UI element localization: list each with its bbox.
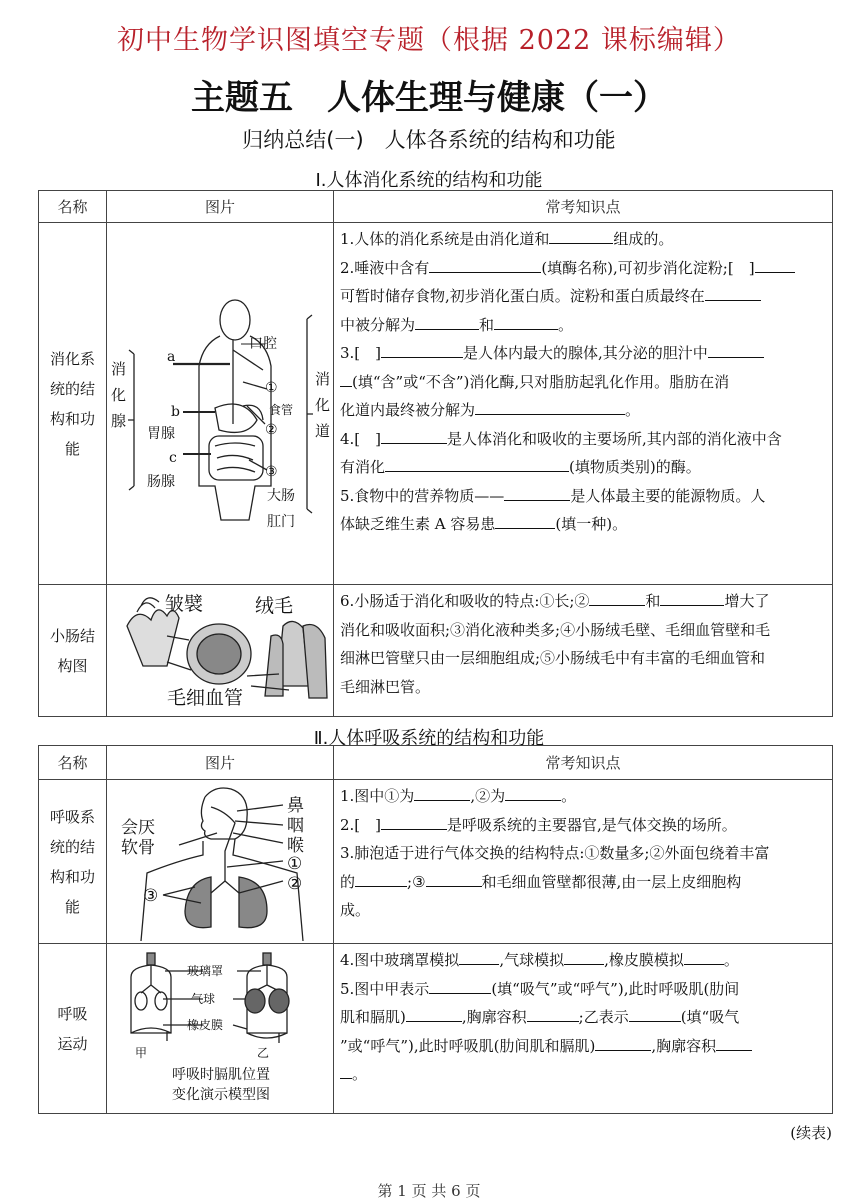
- respiratory-figure: [107, 780, 334, 944]
- label-epiglottis-1: 会厌: [121, 817, 155, 838]
- point-3-text: 3.[ ]: [340, 344, 382, 362]
- label-n3: ③: [265, 463, 278, 480]
- blank[interactable]: [564, 948, 604, 965]
- respiratory-table: [38, 745, 833, 1114]
- point-6-text-f: 毛细淋巴管。: [340, 677, 431, 696]
- blank[interactable]: [495, 512, 555, 529]
- blank[interactable]: [660, 589, 724, 606]
- blank[interactable]: [385, 455, 569, 472]
- label-jia: 甲: [135, 1045, 148, 1060]
- blank[interactable]: [475, 398, 625, 415]
- blank[interactable]: [355, 870, 407, 887]
- brace-char-1: 消: [111, 359, 127, 378]
- point-6-text-c: 增大了: [724, 592, 770, 610]
- label-a: a: [167, 348, 176, 365]
- point-6-text: 6.小肠适于消化和吸收的特点:①长;②: [340, 592, 590, 610]
- point-4: [340, 425, 826, 482]
- label-pharynx: 咽: [287, 815, 304, 836]
- blank[interactable]: [589, 589, 645, 606]
- resp-point-2-text: 2.[ ]: [340, 815, 382, 834]
- brace-char-6: 道: [315, 421, 331, 440]
- resp-point-3-text-d: 和毛细血管壁都很薄,由一层上皮细胞构: [481, 872, 742, 891]
- label-c: c: [169, 449, 177, 466]
- point-3-text-e: 。: [625, 401, 641, 419]
- resp-point-1-text-c: 。: [561, 787, 577, 805]
- blank[interactable]: [527, 1005, 579, 1022]
- row-name-breathing: 呼吸运动: [39, 944, 107, 1114]
- point-5-text-c: 体缺乏维生素 A 容易患: [340, 515, 496, 533]
- blank[interactable]: [549, 227, 613, 244]
- label-mouth: 口腔: [249, 335, 277, 352]
- respiratory-diagram: [107, 781, 334, 943]
- point-6-text-d: 消化和吸收面积;③消化液种类多;④小肠绒毛壁、毛细血管壁和毛: [340, 620, 771, 639]
- point-4-text-c: 有消化: [340, 458, 386, 476]
- brace-char-3: 腺: [111, 411, 127, 430]
- col-picture-header: 图片: [107, 191, 334, 223]
- blank[interactable]: [340, 370, 352, 387]
- blank[interactable]: [459, 948, 499, 965]
- resp-point-5-text-f: (填“吸气: [680, 1008, 740, 1026]
- brace-char-4: 消: [315, 369, 331, 388]
- label-jar: 玻璃罩: [187, 963, 224, 978]
- col-picture-header-2: 图片: [107, 746, 334, 780]
- resp-point-5-text-b: (填“吸气”或“呼气”),此时呼吸肌(肋间: [491, 979, 740, 998]
- resp-point-2-text-b: 是呼吸系统的主要器官,是气体交换的场所。: [447, 815, 737, 834]
- label-membrane: 橡皮膜: [187, 1017, 224, 1032]
- label-epiglottis-2: 软骨: [121, 837, 155, 858]
- digestive-diagram: [107, 224, 334, 584]
- theme-title: 主题五 人体生理与健康（一）: [191, 78, 667, 118]
- blank[interactable]: [340, 1062, 352, 1079]
- point-5-text-d: (填一种)。: [555, 515, 628, 533]
- resp-point-5-text-c: 肌和膈肌): [340, 1008, 406, 1026]
- col-name-header: 名称: [39, 191, 107, 223]
- point-4-text-d: (填物质类别)的酶。: [569, 458, 701, 476]
- point-1-text: 1.人体的消化系统是由消化道和: [340, 230, 550, 248]
- row-name-digestive: 消化系统的结构和功能: [39, 223, 107, 585]
- point-3-text-b: 是人体内最大的腺体,其分泌的胆汁中: [463, 344, 708, 362]
- label-tract-brace: [315, 370, 334, 440]
- respiratory-points: [334, 780, 833, 944]
- resp-point-5-text-g: ”或“呼气”),此时呼吸肌(肋间肌和膈肌): [340, 1036, 596, 1055]
- blank[interactable]: [595, 1034, 651, 1051]
- resp-point-5-text-h: ,胸廓容积: [651, 1036, 717, 1055]
- resp-point-4-text-c: ,橡皮膜模拟: [604, 951, 684, 969]
- blank[interactable]: [406, 1005, 462, 1022]
- point-2-text-f: 。: [558, 315, 574, 334]
- resp-point-1: [340, 782, 826, 811]
- label-yi: 乙: [257, 1045, 270, 1060]
- section1-title: Ⅰ.人体消化系统的结构和功能: [315, 170, 543, 191]
- digestive-figure: [107, 223, 334, 585]
- breathing-model-diagram: [107, 945, 334, 1113]
- resp-point-5-text-d: ,胸廓容积: [461, 1008, 527, 1026]
- blank[interactable]: [708, 341, 764, 358]
- blank[interactable]: [494, 313, 558, 330]
- point-6: [340, 587, 826, 701]
- row-name-small-intestine: 小肠结构图: [39, 585, 107, 717]
- resp-point-5: [340, 975, 826, 1089]
- label-intestine-gland: 肠腺: [147, 473, 175, 490]
- label-resp-n3: ③: [143, 885, 159, 906]
- small-intestine-diagram: [107, 586, 334, 716]
- point-2-text-b: (填酶名称),可初步消化淀粉;[ ]: [541, 258, 755, 277]
- label-balloon: 气球: [191, 991, 216, 1006]
- blank[interactable]: [429, 977, 491, 994]
- point-4-text-b: 是人体消化和吸收的主要场所,其内部的消化液中含: [447, 429, 782, 448]
- label-b: b: [171, 403, 180, 420]
- label-villus: 绒毛: [255, 594, 294, 617]
- small-intestine-figure: [107, 585, 334, 717]
- blank[interactable]: [414, 784, 470, 801]
- blank[interactable]: [755, 256, 795, 273]
- blank[interactable]: [629, 1005, 681, 1022]
- point-1-tail: 组成的。: [613, 230, 674, 248]
- resp-point-5-text: 5.图中甲表示: [340, 979, 430, 998]
- blank[interactable]: [705, 284, 761, 301]
- point-2: [340, 254, 826, 340]
- point-2-text-c: 可暂时储存食物,初步消化蛋白质。淀粉和蛋白质最终在: [340, 287, 705, 305]
- blank[interactable]: [716, 1034, 752, 1051]
- point-4-text: 4.[ ]: [340, 429, 382, 448]
- page-footer: 第 1 页 共 6 页: [377, 1182, 481, 1200]
- label-glands-brace: [111, 360, 131, 430]
- col-name-header-2: 名称: [39, 746, 107, 780]
- point-3: [340, 339, 826, 425]
- resp-point-4: [340, 946, 826, 975]
- resp-point-3-text: 3.肺泡适于进行气体交换的结构特点:①数量多;②外面包绕着丰富: [340, 844, 770, 862]
- label-capillary: 毛细血管: [167, 686, 244, 709]
- resp-point-4-text-b: ,气球模拟: [499, 951, 565, 969]
- blank[interactable]: [426, 870, 482, 887]
- resp-point-3-text-b: 的: [340, 872, 356, 891]
- caption-line-1: 呼吸时膈肌位置: [172, 1066, 270, 1083]
- brace-char-2: 化: [111, 385, 127, 404]
- resp-point-5-text-e: ;乙表示: [578, 1008, 629, 1026]
- continued-note: (续表): [790, 1124, 832, 1142]
- label-large-intestine: 大肠: [267, 487, 295, 504]
- row-name-respiratory: 呼吸系统的结构和功能: [39, 780, 107, 944]
- resp-point-5-text-i: 。: [352, 1065, 368, 1083]
- small-intestine-points: [334, 585, 833, 717]
- label-esophagus: 食管: [269, 402, 294, 417]
- label-resp-n1: ①: [287, 853, 303, 874]
- label-n1: ①: [265, 379, 278, 396]
- blank[interactable]: [684, 948, 724, 965]
- blank[interactable]: [505, 784, 561, 801]
- breathing-figure: [107, 944, 334, 1114]
- label-n2: ②: [265, 421, 278, 438]
- blank[interactable]: [429, 256, 541, 273]
- label-resp-n2: ②: [287, 873, 303, 894]
- label-nose: 鼻: [287, 795, 304, 816]
- resp-point-1-text: 1.图中①为: [340, 787, 415, 805]
- point-5: [340, 482, 826, 539]
- point-2-text: 2.唾液中含有: [340, 258, 430, 277]
- point-6-text-b: 和: [645, 592, 661, 610]
- digestive-points: [334, 223, 833, 585]
- resp-point-4-text: 4.图中玻璃罩模拟: [340, 951, 460, 969]
- breathing-points: [334, 944, 833, 1114]
- label-stomach-gland: 胃腺: [147, 425, 175, 442]
- section2-title: Ⅱ.人体呼吸系统的结构和功能: [313, 728, 545, 749]
- blank[interactable]: [381, 813, 447, 830]
- brace-char-5: 化: [315, 395, 331, 414]
- resp-point-3: [340, 839, 826, 925]
- digestive-table: [38, 190, 833, 717]
- resp-point-1-text-b: ,②为: [470, 787, 506, 805]
- point-6-text-e: 细淋巴管壁只由一层细胞组成;⑤小肠绒毛中有丰富的毛细血管和: [340, 649, 766, 667]
- label-larynx: 喉: [287, 835, 304, 856]
- point-2-text-e: 和: [479, 315, 495, 334]
- resp-point-3-text-e: 成。: [340, 901, 371, 919]
- summary-title: 归纳总结(一) 人体各系统的结构和功能: [242, 128, 616, 152]
- col-points-header: 常考知识点: [334, 191, 833, 223]
- resp-point-4-text-d: 。: [723, 951, 739, 969]
- col-points-header-2: 常考知识点: [334, 746, 833, 780]
- blank[interactable]: [381, 341, 463, 358]
- caption-line-2: 变化演示模型图: [172, 1086, 270, 1103]
- point-1: [340, 225, 826, 254]
- resp-point-2: [340, 811, 826, 840]
- point-5-text: 5.食物中的营养物质——: [340, 486, 505, 505]
- point-3-text-c: (填“含”或“不含”)消化酶,只对脂肪起乳化作用。脂肪在消: [352, 372, 730, 391]
- label-fold: 皱襞: [165, 592, 204, 615]
- blank[interactable]: [381, 427, 447, 444]
- resp-point-3-text-c: ;③: [407, 872, 426, 891]
- blank[interactable]: [415, 313, 479, 330]
- label-anus: 肛门: [267, 513, 295, 530]
- point-2-text-d: 中被分解为: [340, 315, 416, 334]
- point-3-text-d: 化道内最终被分解为: [340, 401, 476, 419]
- point-5-text-b: 是人体最主要的能源物质。人: [570, 486, 766, 505]
- blank[interactable]: [504, 484, 570, 501]
- series-title: 初中生物学识图填空专题（根据 2022 课标编辑）: [117, 25, 741, 56]
